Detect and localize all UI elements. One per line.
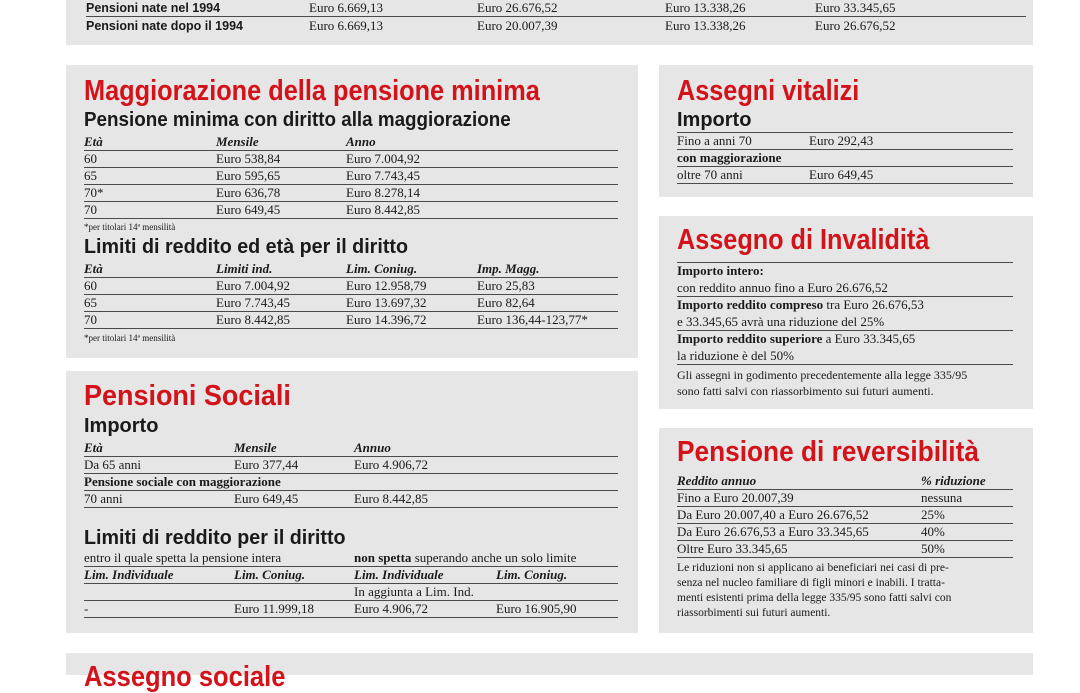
divider (84, 490, 618, 491)
table-cell: 65 (84, 295, 97, 310)
subsection-title: Importo (677, 109, 752, 131)
info-line: la riduzione è del 50% (677, 348, 794, 363)
assegni-vitalizi-section (659, 65, 1033, 197)
column-header: Lim. Individuale (84, 567, 174, 582)
column-header: Lim. Coniug. (496, 567, 568, 582)
table-cell: Euro 13.697,32 (346, 295, 427, 310)
table-cell: Euro 649,45 (234, 491, 299, 506)
row-group-label: con maggiorazione (677, 150, 782, 165)
condition-text (354, 550, 576, 566)
footnote: *per titolari 14ª mensilità (84, 222, 176, 232)
column-header: Imp. Magg. (477, 261, 540, 276)
table-cell: Euro 649,45 (809, 167, 874, 182)
section-title: Pensione di reversibilità (677, 436, 979, 468)
table-cell: Euro 11.999,18 (234, 601, 315, 616)
info-line (677, 297, 924, 313)
section-title: Pensioni Sociali (84, 380, 291, 412)
info-line: con reddito annuo fino a Euro 26.676,52 (677, 280, 888, 295)
column-header: % riduzione (921, 473, 986, 488)
column-note: In aggiunta a Lim. Ind. (354, 584, 474, 599)
info-emphasis: Importo reddito superiore (677, 331, 823, 346)
assegno-invalidita-section (659, 216, 1033, 409)
table-cell: Euro 377,44 (234, 457, 299, 472)
info-line: Importo intero: (677, 263, 764, 278)
table-cell: 70 anni (84, 491, 123, 506)
divider (84, 507, 618, 508)
column-header: Età (84, 261, 103, 276)
section-title: Assegno di Invalidità (677, 224, 930, 256)
table-cell: 65 (84, 168, 97, 183)
column-header: Anno (346, 134, 376, 149)
info-rest: a Euro 33.345,65 (822, 331, 916, 346)
footnote: *per titolari 14ª mensilità (84, 333, 176, 343)
info-rest: tra Euro 26.676,53 (823, 297, 924, 312)
condition-emphasis: non spetta (354, 550, 412, 565)
divider (677, 183, 1013, 184)
table-cell: 70 (84, 202, 97, 217)
table-cell: Euro 20.007,39 (477, 18, 558, 33)
table-cell: Euro 13.338,26 (665, 18, 746, 33)
top-pension-table (66, 0, 1033, 45)
condition-rest: superando anche un solo limite (411, 550, 577, 565)
divider (84, 617, 618, 618)
table-cell: Fino a anni 70 (677, 133, 752, 148)
paragraph-line: Le riduzioni non si applicano ai beneficiari nei casi di pre- (677, 562, 949, 574)
table-cell: Euro 13.338,26 (665, 0, 746, 15)
table-cell: Euro 595,65 (216, 168, 281, 183)
paragraph-line: senza nel nucleo familiare di figli minori e inabili. I tratta- (677, 577, 945, 589)
table-cell: Euro 8.278,14 (346, 185, 421, 200)
table-cell: Da Euro 26.676,53 a Euro 33.345,65 (677, 524, 869, 539)
table-cell: Euro 12.958,79 (346, 278, 427, 293)
table-cell: Euro 14.396,72 (346, 312, 427, 327)
table-cell: Euro 292,43 (809, 133, 874, 148)
table-cell: Euro 7.004,92 (346, 151, 421, 166)
table-cell: Fino a Euro 20.007,39 (677, 490, 794, 505)
divider (677, 557, 1013, 558)
table-cell: Euro 26.676,52 (815, 18, 896, 33)
table-row-label: Pensioni nate dopo il 1994 (86, 19, 243, 33)
table-cell: Euro 33.345,65 (815, 0, 896, 15)
divider (84, 583, 618, 584)
table-cell: oltre 70 anni (677, 167, 743, 182)
section-title: Maggiorazione della pensione minima (84, 75, 540, 107)
table-cell: Euro 8.442,85 (346, 202, 421, 217)
table-cell: Euro 25,83 (477, 278, 535, 293)
pensione-reversibilita-section (659, 428, 1033, 633)
condition-text: entro il quale spetta la pensione intera (84, 550, 282, 565)
table-cell: Euro 82,64 (477, 295, 535, 310)
table-cell: Euro 8.442,85 (216, 312, 291, 327)
table-cell: 40% (921, 524, 945, 539)
info-line: sono fatti salvi con riassorbimento sui futuri aumenti. (677, 384, 934, 398)
subsection-title: Limiti di reddito per il diritto (84, 527, 346, 549)
divider (84, 218, 618, 219)
paragraph-line: riassorbimenti sui futuri aumenti. (677, 607, 831, 619)
table-cell: 50% (921, 541, 945, 556)
info-line: e 33.345,65 avrà una riduzione del 25% (677, 314, 885, 329)
paragraph-line: menti esistenti prima della legge 335/95 sono fatti salvi con (677, 592, 952, 604)
info-line (677, 331, 915, 347)
table-cell: Euro 7.743,45 (216, 295, 291, 310)
table-cell: 60 (84, 278, 97, 293)
subsection-title: Limiti di reddito ed età per il diritto (84, 236, 408, 258)
column-header: Età (84, 134, 103, 149)
table-cell: 70* (84, 185, 104, 200)
table-cell: Euro 7.004,92 (216, 278, 291, 293)
pensioni-sociali-section (66, 371, 638, 633)
table-cell: Euro 6.669,13 (309, 0, 384, 15)
column-header: Lim. Coniug. (234, 567, 306, 582)
column-header: Lim. Coniug. (346, 261, 418, 276)
column-header: Età (84, 440, 103, 455)
section-title: Assegno sociale (84, 661, 286, 693)
table-cell: 25% (921, 507, 945, 522)
table-cell: Euro 6.669,13 (309, 18, 384, 33)
table-cell: 70 (84, 312, 97, 327)
table-cell: nessuna (921, 490, 963, 505)
assegno-sociale-section (66, 653, 1033, 693)
table-cell: Euro 26.676,52 (477, 0, 558, 15)
info-line: Gli assegni in godimento precedentemente alla legge 335/95 (677, 368, 968, 382)
table-cell: Oltre Euro 33.345,65 (677, 541, 788, 556)
table-row-label: Pensioni nate nel 1994 (86, 1, 221, 15)
column-header: Mensile (216, 134, 259, 149)
table-cell: Euro 4.906,72 (354, 601, 429, 616)
divider (86, 16, 1026, 17)
row-group-label: Pensione sociale con maggiorazione (84, 474, 281, 489)
table-cell: Da Euro 20.007,40 a Euro 26.676,52 (677, 507, 869, 522)
table-cell: - (84, 601, 89, 616)
table-cell: Euro 636,78 (216, 185, 281, 200)
column-header: Annuo (354, 440, 391, 455)
divider (677, 364, 1013, 365)
subsection-title: Pensione minima con diritto alla maggiorazione (84, 109, 511, 131)
table-cell: Euro 649,45 (216, 202, 281, 217)
table-cell: Euro 538,84 (216, 151, 281, 166)
table-cell: Euro 4.906,72 (354, 457, 429, 472)
info-emphasis: Importo reddito compreso (677, 297, 824, 312)
table-cell: Euro 16.905,90 (496, 601, 577, 616)
table-cell: Euro 7.743,45 (346, 168, 421, 183)
divider (84, 328, 618, 329)
table-cell: Euro 8.442,85 (354, 491, 429, 506)
table-cell: Da 65 anni (84, 457, 142, 472)
column-header: Limiti ind. (216, 261, 273, 276)
column-header: Mensile (234, 440, 277, 455)
table-cell: Euro 136,44-123,77* (477, 312, 588, 327)
maggiorazione-section (66, 65, 638, 358)
table-cell: 60 (84, 151, 97, 166)
column-header: Lim. Individuale (354, 567, 444, 582)
column-header: Reddito annuo (677, 473, 757, 488)
divider (84, 456, 618, 457)
section-title: Assegni vitalizi (677, 75, 860, 107)
subsection-title: Importo (84, 415, 159, 437)
